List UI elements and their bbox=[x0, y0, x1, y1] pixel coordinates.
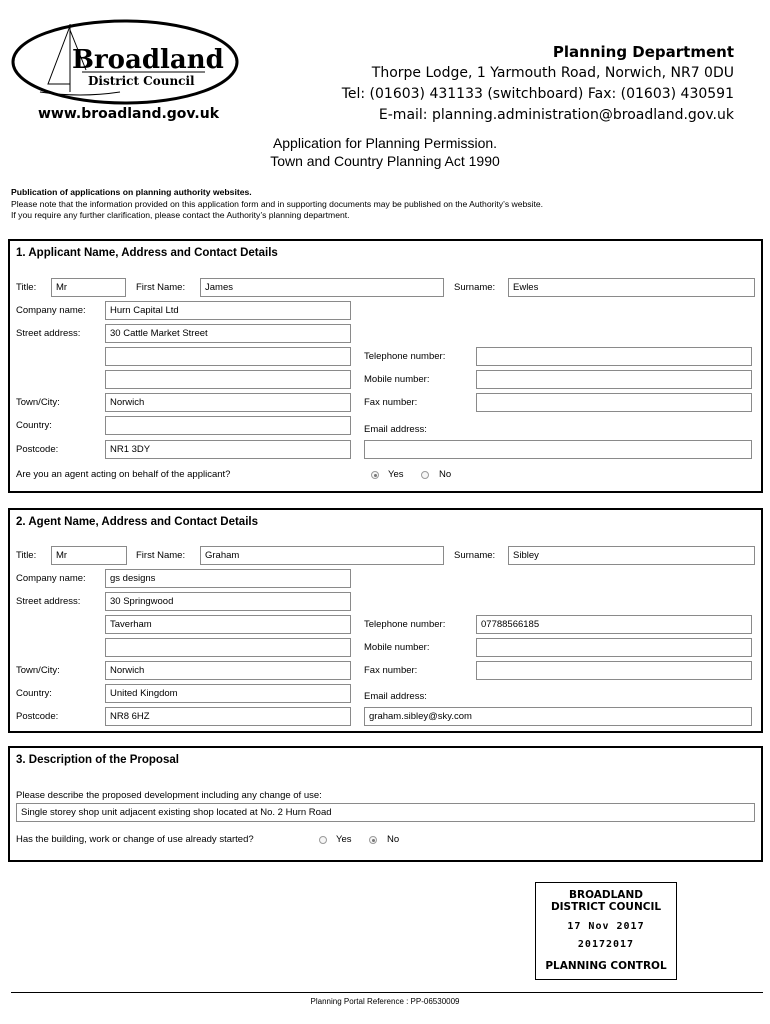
proposal-section bbox=[8, 746, 763, 862]
fax-field[interactable] bbox=[476, 393, 752, 412]
footer-divider bbox=[11, 992, 763, 993]
department-address: Thorpe Lodge, 1 Yarmouth Road, Norwich, NR7 0DU bbox=[371, 65, 734, 81]
town-field[interactable]: Norwich bbox=[105, 393, 351, 412]
agent-yes-label: Yes bbox=[388, 469, 404, 480]
country-label: Country: bbox=[16, 688, 52, 699]
agent-section bbox=[8, 508, 763, 733]
first-name-label: First Name: bbox=[136, 550, 186, 561]
portal-reference: Planning Portal Reference : PP-06530009 bbox=[310, 997, 460, 1006]
first-name-field[interactable]: Graham bbox=[200, 546, 444, 565]
stamp-date: 17 Nov 2017 bbox=[567, 921, 645, 932]
department-email: E-mail: planning.administration@broadland.gov.uk bbox=[378, 107, 734, 123]
country-label: Country: bbox=[16, 420, 52, 431]
surname-label: Surname: bbox=[454, 550, 496, 561]
street-field-3[interactable] bbox=[105, 638, 351, 657]
section-heading: 2. Agent Name, Address and Contact Details bbox=[16, 516, 258, 528]
agent-no-radio[interactable] bbox=[421, 471, 429, 479]
company-label: Company name: bbox=[16, 573, 86, 584]
council-logo bbox=[10, 18, 240, 106]
telephone-label: Telephone number: bbox=[364, 351, 446, 362]
started-no-label: No bbox=[387, 834, 400, 845]
surname-field[interactable]: Sibley bbox=[508, 546, 755, 565]
stamp-line-1: BROADLAND bbox=[569, 889, 643, 901]
first-name-field[interactable]: James bbox=[200, 278, 444, 297]
first-name-label: First Name: bbox=[136, 282, 186, 293]
email-field[interactable] bbox=[364, 440, 752, 459]
street-field-2[interactable]: Taverham bbox=[105, 615, 351, 634]
title-field[interactable]: Mr bbox=[51, 278, 126, 297]
department-phone: Tel: (01603) 431133 (switchboard) Fax: (01603) 430591 bbox=[341, 86, 734, 102]
email-field[interactable]: graham.sibley@sky.com bbox=[364, 707, 752, 726]
publication-notice bbox=[11, 187, 543, 222]
mobile-field[interactable] bbox=[476, 638, 752, 657]
company-field[interactable]: gs designs bbox=[105, 569, 351, 588]
notice-line-1: Please note that the information provided on this application form and in supporting documents may be published on the Authority’s website. bbox=[11, 198, 544, 209]
town-field[interactable]: Norwich bbox=[105, 661, 351, 680]
notice-line-2: If you require any further clarification, please contact the Authority’s planning department. bbox=[11, 210, 350, 220]
description-field[interactable]: Single storey shop unit adjacent existing shop located at No. 2 Hurn Road bbox=[16, 803, 755, 822]
title-line-1: Application for Planning Permission. bbox=[272, 135, 498, 151]
country-field[interactable] bbox=[105, 416, 351, 435]
agent-yes-radio[interactable] bbox=[371, 471, 379, 479]
fax-label: Fax number: bbox=[364, 397, 418, 408]
telephone-field[interactable]: 07788566185 bbox=[476, 615, 752, 634]
stamp-code: 20172017 bbox=[577, 939, 635, 950]
mobile-label: Mobile number: bbox=[364, 374, 430, 385]
street-label: Street address: bbox=[16, 328, 81, 339]
street-field-1[interactable]: 30 Springwood bbox=[105, 592, 351, 611]
email-label: Email address: bbox=[364, 691, 427, 702]
postcode-label: Postcode: bbox=[16, 711, 59, 722]
company-label: Company name: bbox=[16, 305, 86, 316]
agent-question: Are you an agent acting on behalf of the applicant? bbox=[16, 469, 231, 480]
received-stamp bbox=[535, 882, 677, 980]
street-field-3[interactable] bbox=[105, 370, 351, 389]
mobile-field[interactable] bbox=[476, 370, 752, 389]
mobile-label: Mobile number: bbox=[364, 642, 430, 653]
started-question: Has the building, work or change of use already started? bbox=[16, 834, 254, 845]
document-title bbox=[0, 134, 770, 170]
department-block bbox=[342, 42, 734, 126]
stamp-line-2: DISTRICT COUNCIL bbox=[550, 901, 662, 913]
started-yes-label: Yes bbox=[336, 834, 352, 845]
town-label: Town/City: bbox=[16, 665, 60, 676]
country-field[interactable]: United Kingdom bbox=[105, 684, 351, 703]
applicant-section bbox=[8, 239, 763, 493]
description-prompt: Please describe the proposed development including any change of use: bbox=[16, 790, 322, 801]
company-field[interactable]: Hurn Capital Ltd bbox=[105, 301, 351, 320]
logo-name: Broadland bbox=[72, 45, 224, 75]
website: www.broadland.gov.uk bbox=[38, 106, 220, 122]
street-field-1[interactable]: 30 Cattle Market Street bbox=[105, 324, 351, 343]
title-label: Title: bbox=[16, 282, 37, 293]
section-heading: 3. Description of the Proposal bbox=[16, 754, 179, 766]
email-label: Email address: bbox=[364, 424, 427, 435]
started-no-radio[interactable] bbox=[369, 836, 377, 844]
title-field[interactable]: Mr bbox=[51, 546, 127, 565]
postcode-field[interactable]: NR8 6HZ bbox=[105, 707, 351, 726]
department-title: Planning Department bbox=[552, 43, 734, 61]
fax-field[interactable] bbox=[476, 661, 752, 680]
section-heading: 1. Applicant Name, Address and Contact Details bbox=[16, 247, 278, 259]
postcode-field[interactable]: NR1 3DY bbox=[105, 440, 351, 459]
notice-heading: Publication of applications on planning authority websites. bbox=[11, 187, 252, 197]
surname-field[interactable]: Ewles bbox=[508, 278, 755, 297]
started-yes-radio[interactable] bbox=[319, 836, 327, 844]
surname-label: Surname: bbox=[454, 282, 496, 293]
logo-subtitle: District Council bbox=[88, 74, 195, 88]
town-label: Town/City: bbox=[16, 397, 60, 408]
title-label: Title: bbox=[16, 550, 37, 561]
street-field-2[interactable] bbox=[105, 347, 351, 366]
stamp-line-3: PLANNING CONTROL bbox=[545, 960, 667, 972]
agent-no-label: No bbox=[439, 469, 452, 480]
telephone-label: Telephone number: bbox=[364, 619, 446, 630]
title-line-2: Town and Country Planning Act 1990 bbox=[270, 153, 500, 169]
postcode-label: Postcode: bbox=[16, 444, 59, 455]
street-label: Street address: bbox=[16, 596, 81, 607]
telephone-field[interactable] bbox=[476, 347, 752, 366]
fax-label: Fax number: bbox=[364, 665, 418, 676]
